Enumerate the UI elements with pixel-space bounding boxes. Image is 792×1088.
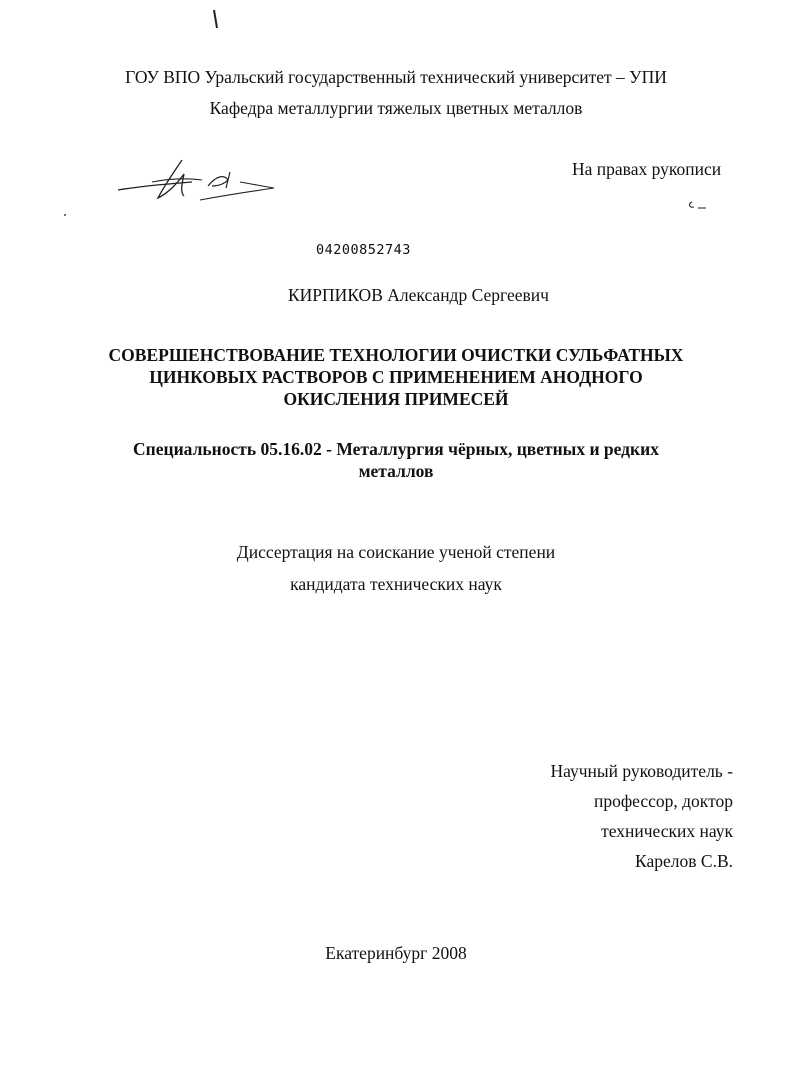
supervisor-line: технических наук [601,821,733,841]
title-line: ЦИНКОВЫХ РАСТВОРОВ С ПРИМЕНЕНИЕМ АНОДНОГО [149,367,643,387]
supervisor-block [550,756,733,876]
title-line: ОКИСЛЕНИЯ ПРИМЕСЕЙ [283,389,509,409]
department-name: Кафедра металлургии тяжелых цветных металлов [209,98,583,118]
specialty-line: металлов [358,461,434,481]
degree-line: кандидата технических наук [290,574,502,594]
pen-mark [210,8,222,32]
supervisor-name: Карелов С.В. [635,851,733,871]
catalog-number: 04200852743 [316,242,411,258]
manuscript-note: На правах рукописи [572,159,722,179]
supervisor-line: Научный руководитель - [550,761,733,781]
signature [112,152,282,208]
specialty-line: Специальность 05.16.02 - Металлургия чёрных, цветных и редких [133,439,659,459]
specialty [0,438,792,482]
dissertation-title [0,344,792,410]
pen-mark [686,198,710,212]
city-year: Екатеринбург 2008 [325,943,467,963]
title-line: СОВЕРШЕНСТВОВАНИЕ ТЕХНОЛОГИИ ОЧИСТКИ СУЛЬФАТНЫХ [108,345,684,365]
dot-mark [62,212,68,218]
author-name: КИРПИКОВ Александр Сергеевич [288,285,549,305]
degree-line: Диссертация на соискание ученой степени [236,542,556,562]
supervisor-line: профессор, доктор [593,791,733,811]
university-name: ГОУ ВПО Уральский государственный технический университет – УПИ [125,67,667,87]
